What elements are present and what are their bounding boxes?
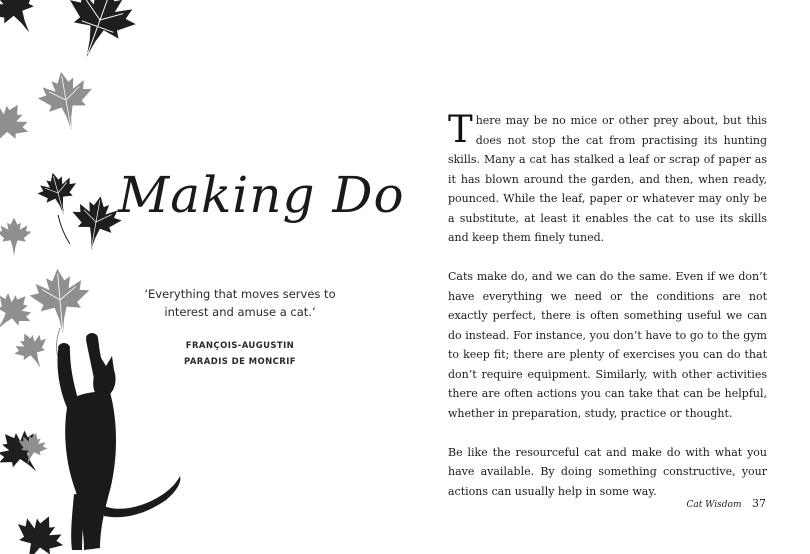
leaves-and-cat-illustration <box>0 0 200 554</box>
page-number: 37 <box>752 497 766 510</box>
epigraph-quote: ‘Everything that moves serves to interest and amuse a cat.’ <box>144 287 336 319</box>
maple-leaf-icon <box>0 93 37 158</box>
maple-leaf-icon <box>67 192 126 254</box>
running-title: Cat Wisdom <box>686 500 742 510</box>
maple-leaf-icon <box>8 326 56 375</box>
page-footer <box>686 497 766 510</box>
maple-leaf-icon <box>0 0 51 45</box>
body-paragraph: There may be no mice or other prey about, but this does not stop the cat from practising its hunting skills. Many a cat has stalked a leaf or scrap of paper as it has blown around the garden, and then, when ready, pounced. While the leaf, paper or whatever may only be a substitute, at least it enables the cat to use its skills and keep them finely tuned. <box>448 108 767 244</box>
attribution-line-1: FRANÇOIS-AUGUSTIN <box>185 341 295 351</box>
maple-leaf-icon <box>0 420 53 486</box>
chapter-title: Making Do <box>118 166 405 224</box>
body-text <box>448 108 767 521</box>
attribution-line-2: PARADIS DE MONCRIF <box>183 357 297 367</box>
maple-leaf-icon <box>4 506 72 554</box>
maple-leaf-icon <box>27 266 92 336</box>
maple-leaf-icon <box>0 283 41 342</box>
maple-leaf-icon <box>54 0 146 69</box>
body-paragraph: Be like the resourceful cat and make do with what you have available. By doing something constructive, your actions can usually help in some way. <box>448 445 767 498</box>
body-paragraph: Cats make do, and we can do the same. Even if we don’t have everything we need or the conditions are not exactly perfect, there is often something useful we can do instead. For instance, you don’t have to go to the gym to keep fit; there are plenty of exercises you can do that don’t require equipment. Similarly, with other activities there are often actions you can take that can be helpful, whether in preparation, study, practice or thought. <box>448 270 767 420</box>
epigraph-attribution <box>140 338 340 370</box>
maple-leaf-icon <box>0 218 32 256</box>
maple-leaf-icon <box>34 67 98 135</box>
